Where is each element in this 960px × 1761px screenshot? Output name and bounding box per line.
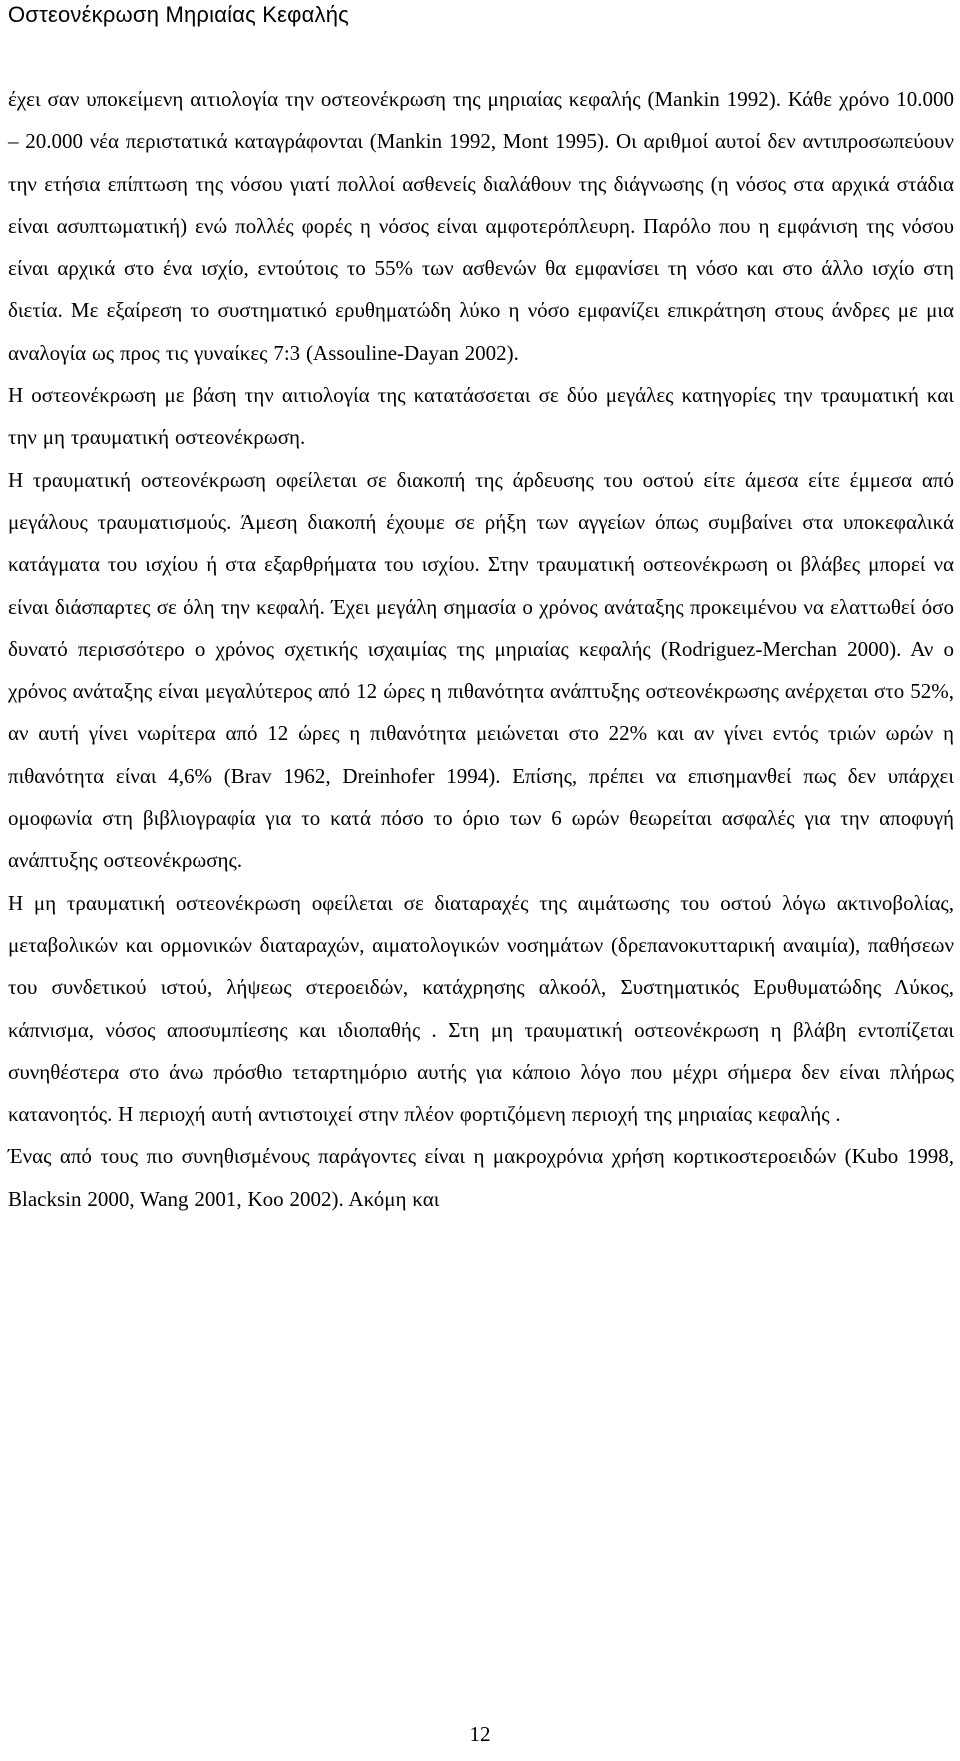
paragraph-classification: Η οστεονέκρωση με βάση την αιτιολογία της κατατάσσεται σε δύο μεγάλες κατηγορίες την τραυματική και την μη τραυματική οστεονέκρωση.	[8, 383, 954, 450]
page-number: 12	[469, 1722, 491, 1746]
paragraph-non-traumatic: Η μη τραυματική οστεονέκρωση οφείλεται σε διαταραχές της αιμάτωσης του οστού λόγω ακτινοβολίας, μεταβολικών και ορμονικών διαταραχών, αιματολογικών νοσημάτων (δρεπανοκυτταρική αναιμία), παθήσεων του συνδετικού ιστού, λήψεως στεροειδών, κατάχρησης αλκοόλ, Συστηματικός Ερυθυματώδης Λύκος, κάπνισμα, νόσος αποσυμπίεσης και ιδιοπαθής . Στη μη τραυματική οστεονέκρωση η βλάβη εντοπίζεται συνηθέστερα στο άνω πρόσθιο τεταρτημόριο αυτής για κάποιο λόγο που μέχρι σήμερα δεν είναι πλήρως κατανοητός. Η περιοχή αυτή αντιστοιχεί στην πλέον φορτιζόμενη περιοχή της μηριαίας κεφαλής .	[8, 890, 954, 1127]
paragraph-traumatic: Η τραυματική οστεονέκρωση οφείλεται σε διακοπή της άρδευσης του οστού είτε άμεσα είτε έμμεσα από μεγάλους τραυματισμούς. Άμεση διακοπή έχουμε σε ρήξη των αγγείων όπως συμβαίνει στα υποκεφαλικά κατάγματα του ισχίου ή στα εξαρθρήματα του ισχίου. Στην τραυματική οστεονέκρωση οι βλάβες μπορεί να είναι διάσπαρτες σε όλη την κεφαλή. Έχει μεγάλη σημασία ο χρόνος ανάταξης προκειμένου να ελαττωθεί όσο δυνατό περισσότερο ο χρόνος σχετικής ισχαιμίας της μηριαίας κεφαλής (Rodriguez-Merchan 2000). Αν ο χρόνος ανάταξης είναι μεγαλύτερος από 12 ώρες η πιθανότητα ανάπτυξης οστεονέκρωσης ανέρχεται στο 52%, αν αυτή γίνει νωρίτερα από 12 ώρες η πιθανότητα μειώνεται στο 22% και αν γίνει εντός τριών ωρών η πιθανότητα είναι 4,6% (Brav 1962, Dreinhofer 1994). Επίσης, πρέπει να επισημανθεί πως δεν υπάρχει ομοφωνία στη βιβλιογραφία για το κατά πόσο το όριο των 6 ωρών θεωρείται ασφαλές για την αποφυγή ανάπτυξης οστεονέκρωσης.	[8, 467, 954, 873]
paragraph-incidence: έχει σαν υποκείμενη αιτιολογία την οστεονέκρωση της μηριαίας κεφαλής (Mankin 1992). Κάθε χρόνο 10.000 – 20.000 νέα περιστατικά καταγράφονται (Mankin 1992, Mont 1995). Οι αριθμοί αυτοί δεν αντιπροσωπεύουν την ετήσια επίπτωση της νόσου γιατί πολλοί ασθενείς διαλάθουν της διάγνωσης (η νόσος στα αρχικά στάδια είναι ασυπτωματική) ενώ πολλές φορές η νόσος είναι αμφοτερόπλευρη. Παρόλο που η εμφάνιση της νόσου είναι αρχικά στο ένα ισχίο, εντούτοις το 55% των ασθενών θα εμφανίσει τη νόσο και στο άλλο ισχίο στη διετία. Με εξαίρεση το συστηματικό ερυθηματώδη λύκο η νόσο εμφανίζει επικράτηση στους άνδρες με μια αναλογία ως προς τις γυναίκες 7:3 (Assouline-Dayan 2002).	[8, 87, 954, 365]
document-body	[8, 78, 954, 1220]
page-header-title: Οστεονέκρωση Μηριαίας Κεφαλής	[8, 2, 349, 27]
paragraph-corticosteroids: Ένας από τους πιο συνηθισμένους παράγοντες είναι η μακροχρόνια χρήση κορτικοστεροειδών (Kubo 1998, Blacksin 2000, Wang 2001, Koo 2002). Ακόμη και	[8, 1144, 954, 1211]
